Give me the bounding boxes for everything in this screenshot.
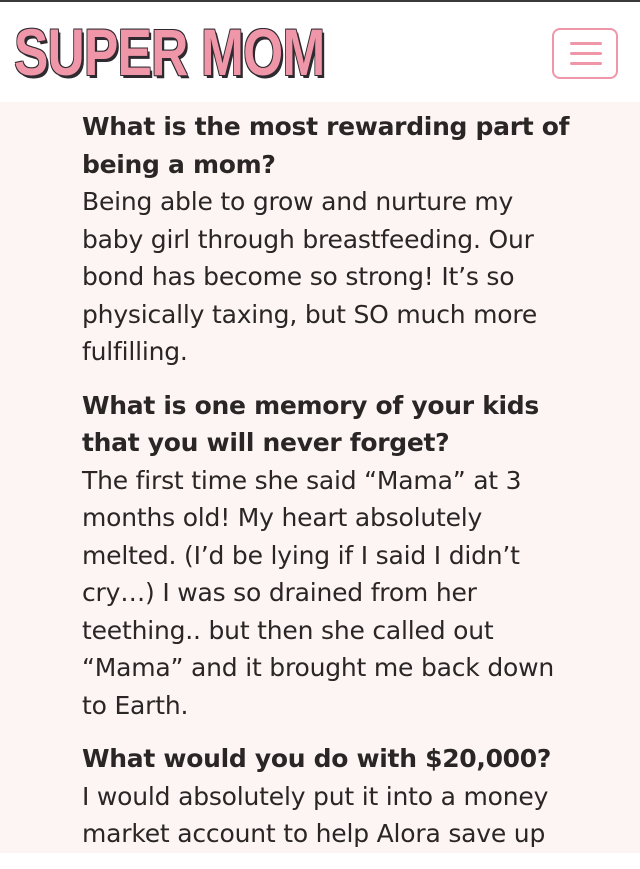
menu-bar	[570, 42, 602, 45]
question-text: What is one memory of your kids that you will never forget?	[82, 390, 539, 457]
menu-button[interactable]	[552, 28, 618, 79]
answer-text: The first time she said “Mama” at 3 months old! My heart absolutely melted. (I’d be lying if I said I didn’t cry…) I was so drained from her teething.. but then she called out “Mama” and it brought me back down to Earth.	[82, 465, 554, 720]
qa-block	[82, 387, 572, 725]
menu-bar	[570, 62, 602, 65]
answer-text: I would absolutely put it into a money market account to help Alora save up	[82, 781, 549, 848]
site-header	[0, 2, 640, 102]
site-logo[interactable]: SUPER MOM	[14, 15, 325, 89]
qa-block	[82, 108, 572, 371]
article-content	[0, 102, 640, 853]
qa-block	[82, 740, 572, 853]
question-text: What is the most rewarding part of being a mom?	[82, 112, 570, 179]
interview-article	[82, 108, 572, 869]
question-text: What would you do with $20,000?	[82, 744, 552, 773]
answer-text: Being able to grow and nurture my baby girl through breastfeeding. Our bond has become so strong! It’s so physically taxing, but SO much more fulfilling.	[82, 187, 538, 366]
menu-bar	[570, 52, 602, 55]
